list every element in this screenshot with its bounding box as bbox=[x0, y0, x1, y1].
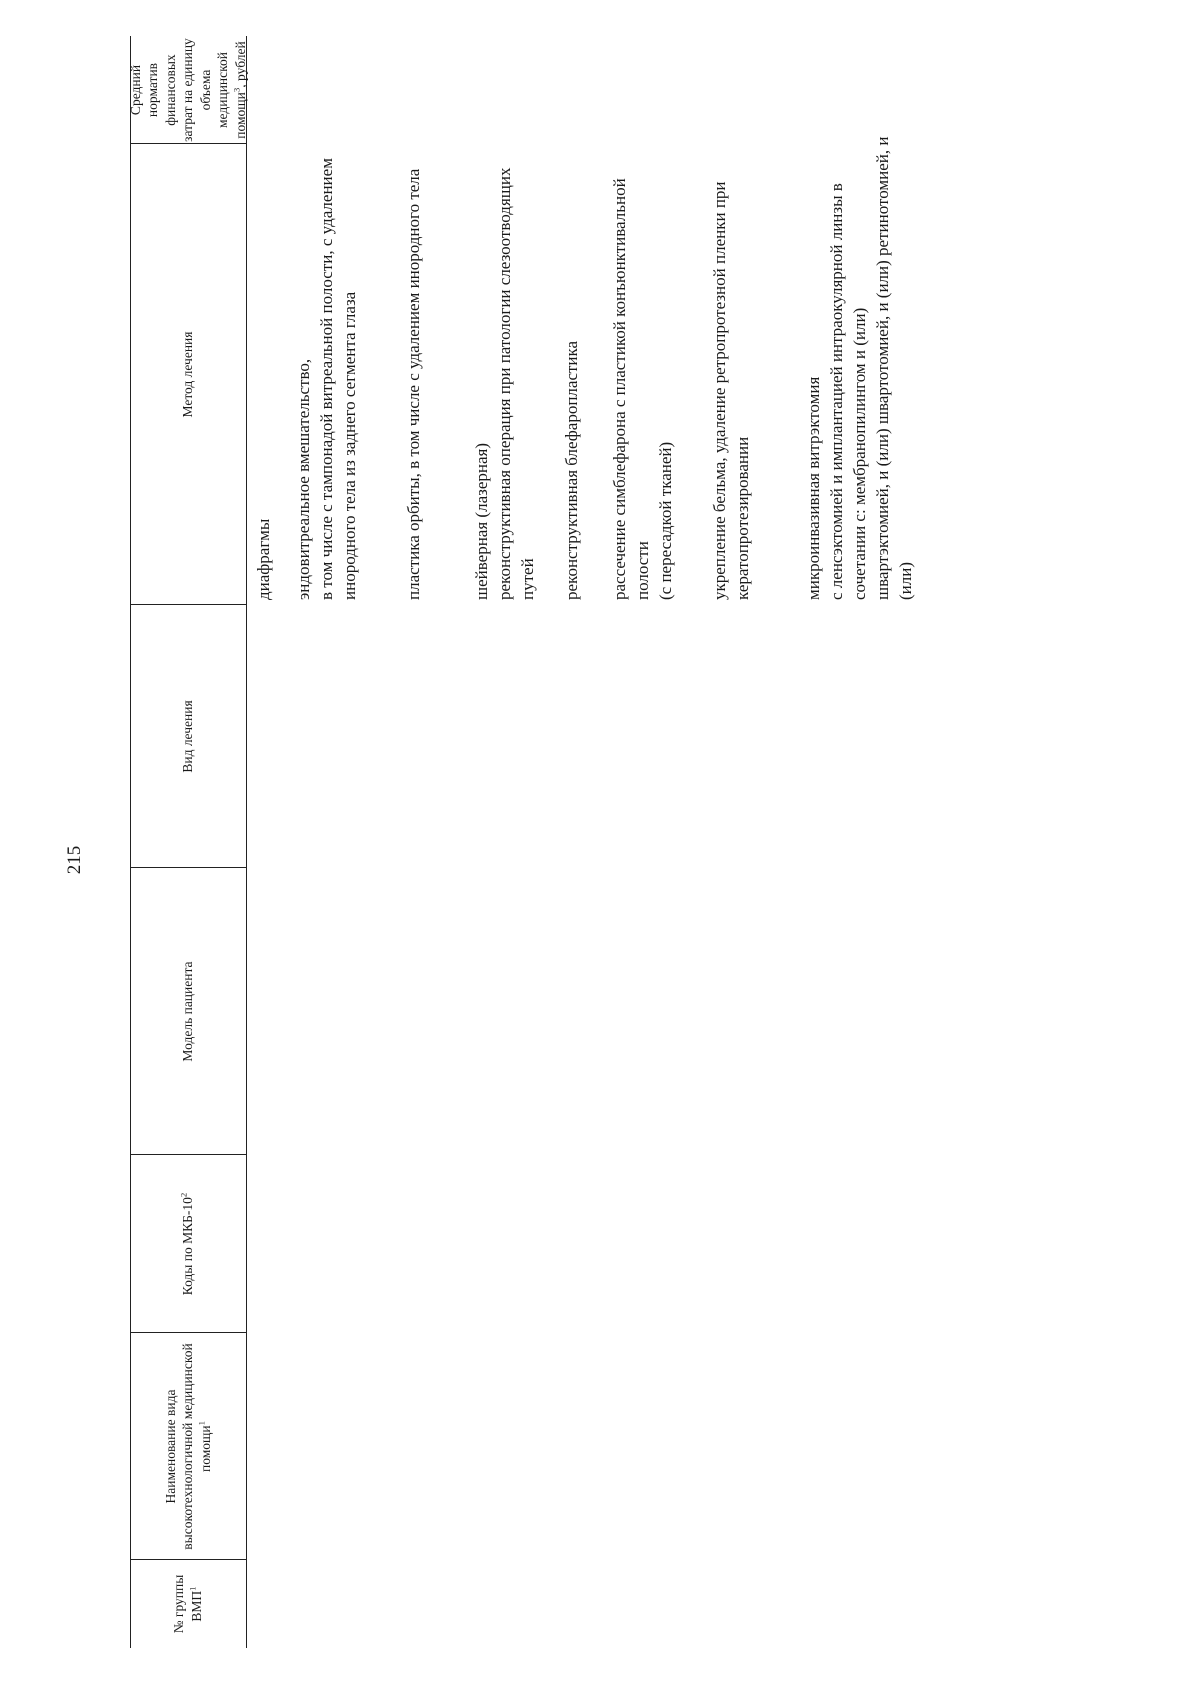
page-number: 215 bbox=[64, 845, 85, 875]
method-item: диафрагмы bbox=[254, 518, 273, 600]
method-item: шейверная (лазерная) реконструктивная операция при патологии слезоотводящих путей bbox=[472, 167, 537, 600]
method-item: реконструктивная блефаропластика bbox=[562, 340, 581, 600]
method-item: укрепление бельма, удаление ретропротезной пленки при кератопротезировании bbox=[710, 181, 752, 600]
rotated-table bbox=[127, 36, 1130, 1648]
header-vmp-name: Наименование вида высокотехнологичной медицинской помощи$^1$ bbox=[162, 1343, 213, 1550]
method-item: микроинвазивная витрэктомия с ленсэктомией и имплантацией интраокулярной линзы в сочетании с: мембранопилингом и (или) швартэктомией, и (или) швартотомией, и (или) ретинотомией, и (или) bbox=[804, 136, 915, 600]
header-patient-model: Модель пациента bbox=[180, 961, 196, 1062]
header-icd-codes: Коды по МКБ-$10^2$ bbox=[178, 1192, 196, 1296]
method-item: рассечение симблефарона с пластикой конъюнктивальной полости (с пересадкой тканей) bbox=[610, 178, 675, 600]
method-item: пластика орбиты, в том числе с удалением инородного тела bbox=[404, 168, 423, 600]
header-avg-cost: Средний норматив финансовых затрат на единицу объема медицинской помощи$^3$, рублей bbox=[127, 38, 248, 142]
table-header-border bbox=[246, 36, 247, 1648]
header-treatment-method: Метод лечения bbox=[180, 331, 196, 418]
method-item: эндовитреальное вмешательство, в том числе с тампонадой витреальной полости, с удалением инородного тела из заднего сегмента глаза bbox=[294, 158, 359, 600]
header-treatment-type: Вид лечения bbox=[180, 700, 196, 773]
header-group-no: № группы ВМП$^1$ bbox=[171, 1574, 204, 1634]
